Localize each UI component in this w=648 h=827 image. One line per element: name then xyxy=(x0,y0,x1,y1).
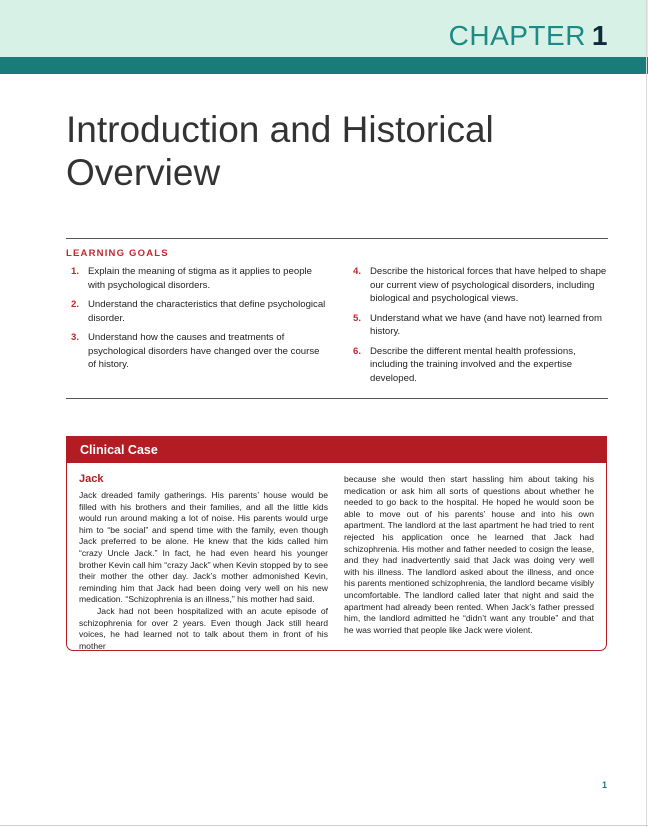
learning-goal-item xyxy=(350,312,612,339)
case-text-left-column xyxy=(79,490,328,652)
goal-text: Understand how the causes and treatments of psychological disorders have changed over the course of history. xyxy=(88,332,320,370)
learning-goal-item xyxy=(350,345,612,386)
goal-text: Understand what we have (and have not) learned from history. xyxy=(370,312,602,337)
learning-goal-item xyxy=(350,265,612,306)
case-subject-name: Jack xyxy=(79,473,104,485)
learning-goal-item xyxy=(68,265,330,292)
page-edge-right xyxy=(646,0,647,827)
goal-number: 6. xyxy=(353,345,362,357)
chapter-label xyxy=(449,19,608,53)
goal-number: 4. xyxy=(353,266,362,277)
case-text-right-column xyxy=(344,474,594,636)
chapter-teal-bar xyxy=(0,57,648,74)
chapter-number: 1 xyxy=(591,20,608,51)
page-number: 1 xyxy=(601,780,607,790)
case-paragraph: Jack had not been hospitalized with an acute episode of schizophrenia for over 2 years. Even though Jack still heard voices, he had learned not to talk about them in front of his mother xyxy=(79,605,328,651)
case-paragraph: Jack dreaded family gatherings. His parents’ house would be filled with his brothers and their families, and all the little kids would run around making a lot of noise. His parents would urge him to “be social” and spend time with the family, even though Jack preferred to be alone. He knew that the kids called him “crazy Uncle Jack.” In fact, he had even heard his younger brother Kevin call him “crazy Jack” when Kevin stopped by to see their mother the other day. Jack’s mother admonished Kevin, reminding him that Jack had been doing very well on his new medication. “Schizophrenia is an illness,” his mother had said. xyxy=(79,490,328,605)
learning-goals-heading: LEARNING GOALS xyxy=(66,248,169,259)
goal-text: Describe the historical forces that have helped to shape our current view of psychological disorders, including biological and psychological views. xyxy=(370,266,607,304)
case-paragraph: because she would then start hassling him about taking his medication or ask him all sorts of questions about whether he needed to go back to the hospital. He hoped he would soon be able to move out of his parents’ house and into his own apartment. The landlord at the last apartment he had tried to rent rejected his application once he learned that Jack had schizophrenia. His mother and father needed to cosign the lease, and they had inadvertently said that Jack was doing very well with his illness. The landlord asked about the illness, and once his parents mentioned schizophrenia, the landlord became visibly uncomfortable. The landlord called later that night and said the apartment had already been rented. When Jack’s father pressed him, the landlord admitted he “didn’t want any trouble” and that he was worried that people like Jack were violent. xyxy=(344,474,594,635)
page-title xyxy=(66,108,586,194)
learning-goal-item xyxy=(68,331,330,372)
page-edge-bottom xyxy=(0,825,648,826)
chapter-word: CHAPTER xyxy=(448,20,586,51)
clinical-case-box xyxy=(66,436,607,651)
learning-goals-left-column xyxy=(68,265,330,378)
goals-top-rule xyxy=(66,238,608,239)
title-line-2: Overview xyxy=(66,152,221,193)
title-line-1: Introduction and Historical xyxy=(66,109,494,150)
goal-text: Explain the meaning of stigma as it applies to people with psychological disorders. xyxy=(88,266,312,291)
goal-number: 3. xyxy=(71,332,80,343)
clinical-case-heading: Clinical Case xyxy=(67,437,606,463)
goal-number: 2. xyxy=(71,299,80,310)
goal-text: Understand the characteristics that define psychological disorder. xyxy=(88,299,326,324)
goal-number: 5. xyxy=(353,312,362,324)
learning-goal-item xyxy=(68,298,330,325)
goals-bottom-rule xyxy=(66,398,608,399)
goal-text: Describe the different mental health professions, including the training involved and the expertise developed. xyxy=(370,345,576,384)
learning-goals-right-column xyxy=(350,265,612,391)
goal-number: 1. xyxy=(71,266,80,277)
